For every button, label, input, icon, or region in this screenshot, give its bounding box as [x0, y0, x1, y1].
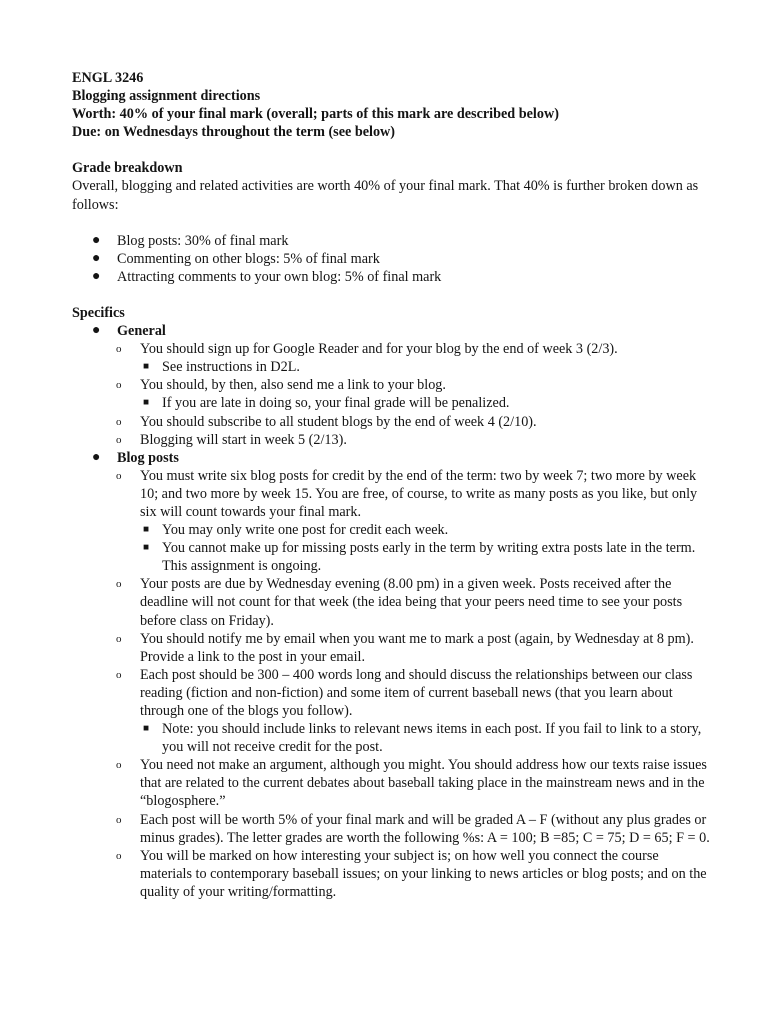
circle-bullet-icon: o [116, 343, 122, 356]
section-general: ● General [92, 323, 166, 340]
list-item: ■ You may only write one post for credit each week. [143, 522, 449, 539]
list-item: o You should notify me by email when you want me to mark a post (again, by Wednesday at 8 pm). Provide a link to the post in your email. [116, 630, 694, 665]
circle-bullet-icon: o [116, 813, 122, 826]
bullet-icon: ● [92, 232, 101, 248]
specifics-heading: Specifics [72, 304, 125, 321]
circle-bullet-icon: o [116, 759, 122, 772]
list-item: ■ If you are late in doing so, your final grade will be penalized. [143, 395, 510, 412]
due-line: Due: on Wednesdays throughout the term (see below) [72, 124, 396, 141]
spacer [72, 141, 712, 159]
list-item: o You should sign up for Google Reader and for your blog by the end of week 3 (2/3). [116, 341, 618, 358]
spacer [72, 214, 712, 232]
specifics-list [72, 322, 712, 901]
square-bullet-icon: ■ [143, 723, 150, 735]
list-item: o You should subscribe to all student blogs by the end of week 4 (2/10). [116, 413, 537, 430]
bullet-icon: ● [92, 323, 101, 339]
list-item: ● Attracting comments to your own blog: 5% of final mark [92, 268, 442, 285]
grade-breakdown-heading: Grade breakdown [72, 160, 183, 177]
list-item: o Blogging will start in week 5 (2/13). [116, 431, 347, 448]
circle-bullet-icon: o [116, 668, 122, 681]
list-item: ■ You cannot make up for missing posts early in the term by writing extra posts late in the term. This assignment is ongoing. [143, 540, 696, 575]
circle-bullet-icon: o [116, 849, 122, 862]
list-item: o You should, by then, also send me a link to your blog. [116, 377, 446, 394]
list-item: o You must write six blog posts for credit by the end of the term: two by week 7; two more by week 10; and two more by week 15. You are free, of course, to write as many posts as you like, but only six will count towards your final mark. [116, 467, 698, 520]
square-bullet-icon: ■ [143, 524, 150, 536]
bullet-icon: ● [92, 449, 101, 465]
square-bullet-icon: ■ [143, 397, 150, 409]
circle-bullet-icon: o [116, 433, 122, 446]
list-item: ■ See instructions in D2L. [143, 359, 300, 376]
list-item: o You will be marked on how interesting your subject is; on how well you connect the course materials to contemporary baseball issues; on your linking to news articles or blog posts; and on the quality of your writing/formatting. [116, 847, 707, 900]
list-item: ● Commenting on other blogs: 5% of final mark [92, 250, 380, 267]
list-item: o Each post will be worth 5% of your final mark and will be graded A – F (without any plus grades or minus grades). The letter grades are worth the following %s: A = 100; B =85; C = 75; D = 65; F = 0. [116, 811, 710, 846]
section-blog-posts: ● Blog posts [92, 449, 179, 466]
bullet-icon: ● [92, 250, 101, 266]
list-item: o You need not make an argument, although you might. You should address how our texts raise issues that are related to the current debates about baseball taking place in the mainstream news and in the “blogosphere.” [116, 757, 707, 810]
list-item: o Your posts are due by Wednesday evening (8.00 pm) in a given week. Posts received after the deadline will not count for that week (the idea being that your peers need time to see your posts before class on Friday). [116, 576, 683, 629]
square-bullet-icon: ■ [143, 361, 150, 373]
course-code: ENGL 3246 [72, 70, 144, 86]
circle-bullet-icon: o [116, 469, 122, 482]
grade-breakdown-list [72, 232, 712, 286]
document-title: Blogging assignment directions [72, 88, 261, 105]
circle-bullet-icon: o [116, 415, 122, 428]
square-bullet-icon: ■ [143, 542, 150, 554]
circle-bullet-icon: o [116, 379, 122, 392]
list-item: ● Blog posts: 30% of final mark [92, 232, 289, 249]
grade-breakdown-intro: Overall, blogging and related activities are worth 40% of your final mark. That 40% is further broken down as follows: [72, 178, 699, 213]
list-item: ■ Note: you should include links to relevant news items in each post. If you fail to link to a story, you will not receive credit for the post. [143, 721, 702, 756]
circle-bullet-icon: o [116, 632, 122, 645]
list-item: o Each post should be 300 – 400 words long and should discuss the relationships between our class reading (fiction and non-fiction) and some item of current baseball news (that you learn about through one of the blogs you follow). [116, 666, 693, 719]
worth-line: Worth: 40% of your final mark (overall; parts of this mark are described below) [72, 106, 559, 123]
circle-bullet-icon: o [116, 578, 122, 591]
document-page [72, 69, 712, 901]
bullet-icon: ● [92, 268, 101, 284]
spacer [72, 286, 712, 304]
